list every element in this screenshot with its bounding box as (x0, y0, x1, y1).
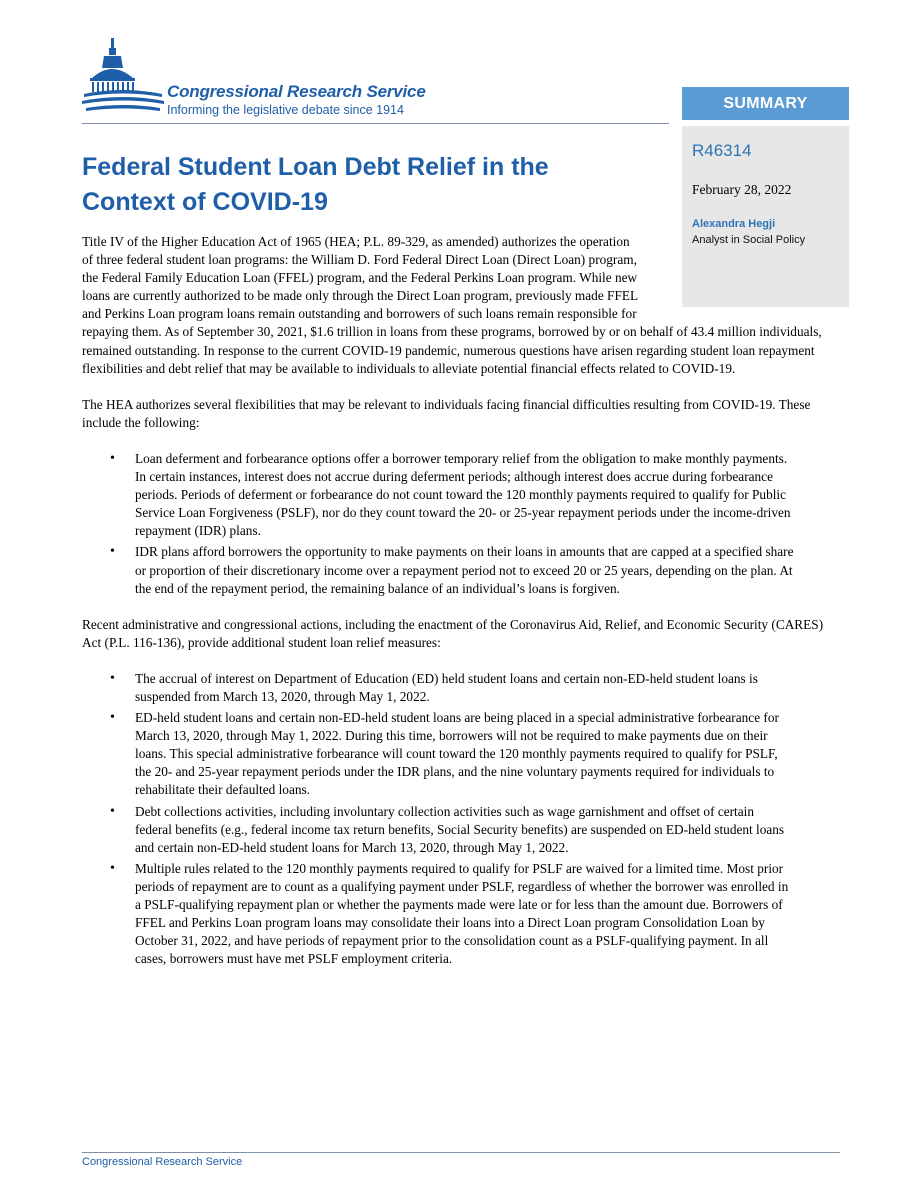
list-item: • Debt collections activities, including involuntary collection activities such as wage garnishment and offset of certain federal benefits (e.g., federal income tax return benefits, Social Security benefits) are suspended on ED-held student loans and certain non-ED-held student loans for March 13, 2020, through May 1, 2022. (110, 803, 785, 855)
list-item: • The accrual of interest on Department of Education (ED) held student loans and certain non-ED-held student loans is suspended from March 13, 2020, through May 1, 2022. (110, 670, 758, 704)
relief-paragraph: Recent administrative and congressional actions, including the enactment of the Coronavirus Aid, Relief, and Economic Security (CARES) Act (P.L. 116-136), provide additional student loan relief measures: (82, 616, 824, 650)
flexibilities-list (82, 450, 834, 598)
report-number: R46314 (692, 141, 752, 160)
org-name: Congressional Research Service (167, 82, 426, 101)
relief-measures-list (82, 670, 834, 969)
footer-divider (82, 1152, 840, 1153)
header-divider (82, 123, 669, 124)
list-item: • ED-held student loans and certain non-ED-held student loans are being placed in a special administrative forbearance for March 13, 2020, through May 1, 2022. During this time, borrowers will not be required to make payments due on their loans. This special administrative forbearance will count toward the 120 monthly payments required to qualify for PSLF, the 20- and 25-year repayment periods under the IDR plans, and the nine voluntary payments required for individuals to rehabilitate their defaulted loans. (110, 710, 779, 798)
page-title: Federal Student Loan Debt Relief in the Context of COVID-19 (82, 153, 549, 216)
list-item: • IDR plans afford borrowers the opportunity to make payments on their loans in amounts that are capped at a specified share or proportion of their discretionary income over a repayment period not to exceed 20 or 25 years, depending on the plan. At the end of the repayment period, the remaining balance of an individual’s loans is forgiven. (110, 544, 794, 596)
summary-label: SUMMARY (682, 87, 849, 120)
list-item: • Multiple rules related to the 120 monthly payments required to qualify for PSLF are waived for a limited time. Most prior periods of repayment are to count as a qualifying payment under PSLF, regardless of whether the borrower was enrolled in a PSLF-qualifying repayment plan or whether the payments made were late or for less than the amount due. Borrowers of FFEL and Perkins Loan program loans may consolidate their loans into a Direct Loan program Consolidation Loan by October 31, 2022, and have periods of repayment prior to the consolidation count as a PSLF-qualifying payment. In all cases, borrowers must have met PSLF employment criteria. (110, 860, 789, 967)
summary-body (82, 233, 834, 986)
author-role: Analyst in Social Policy (692, 234, 806, 246)
footer-org-name: Congressional Research Service (82, 1156, 243, 1168)
org-tagline: Informing the legislative debate since 1914 (167, 103, 404, 117)
report-date: February 28, 2022 (692, 182, 792, 197)
sidebar-spacer (644, 233, 834, 318)
flexibilities-paragraph: The HEA authorizes several flexibilities that may be relevant to individuals facing financial difficulties resulting from COVID-19. These include the following: (82, 396, 811, 430)
author-name: Alexandra Hegji (692, 218, 776, 230)
intro-paragraph: Title IV of the Higher Education Act of 1965 (HEA; P.L. 89-329, as amended) authorizes the operation of three federal student loan programs: the William D. Ford Federal Direct Loan (Direct Loan) program, the Federal Family Education Loan (FFEL) program, and the Federal Perkins Loan program. While new loans are currently authorized to be made only through the Direct Loan program, previously made FFEL and Perkins Loan program loans remain outstanding and borrowers of such loans remain responsible for repaying them. As of September 30, 2021, $1.6 trillion in loans from these programs, borrowed by or on behalf of 43.4 million individuals, remained outstanding. In response to the current COVID-19 pandemic, numerous questions have arisen regarding student loan repayment flexibilities and debt relief that may be available to individuals to alleviate potential financial effects related to COVID-19. (82, 234, 822, 376)
list-item: • Loan deferment and forbearance options offer a borrower temporary relief from the obligation to make monthly payments. In certain instances, interest does not accrue during deferment periods; although interest does accrue during forbearance periods. Periods of deferment or forbearance do not count toward the 120 monthly payments required to qualify for Public Service Loan Forgiveness (PSLF), nor do they count toward the 20- or 25-year repayment periods under the income-driven repayment (IDR) plans. (110, 450, 791, 539)
